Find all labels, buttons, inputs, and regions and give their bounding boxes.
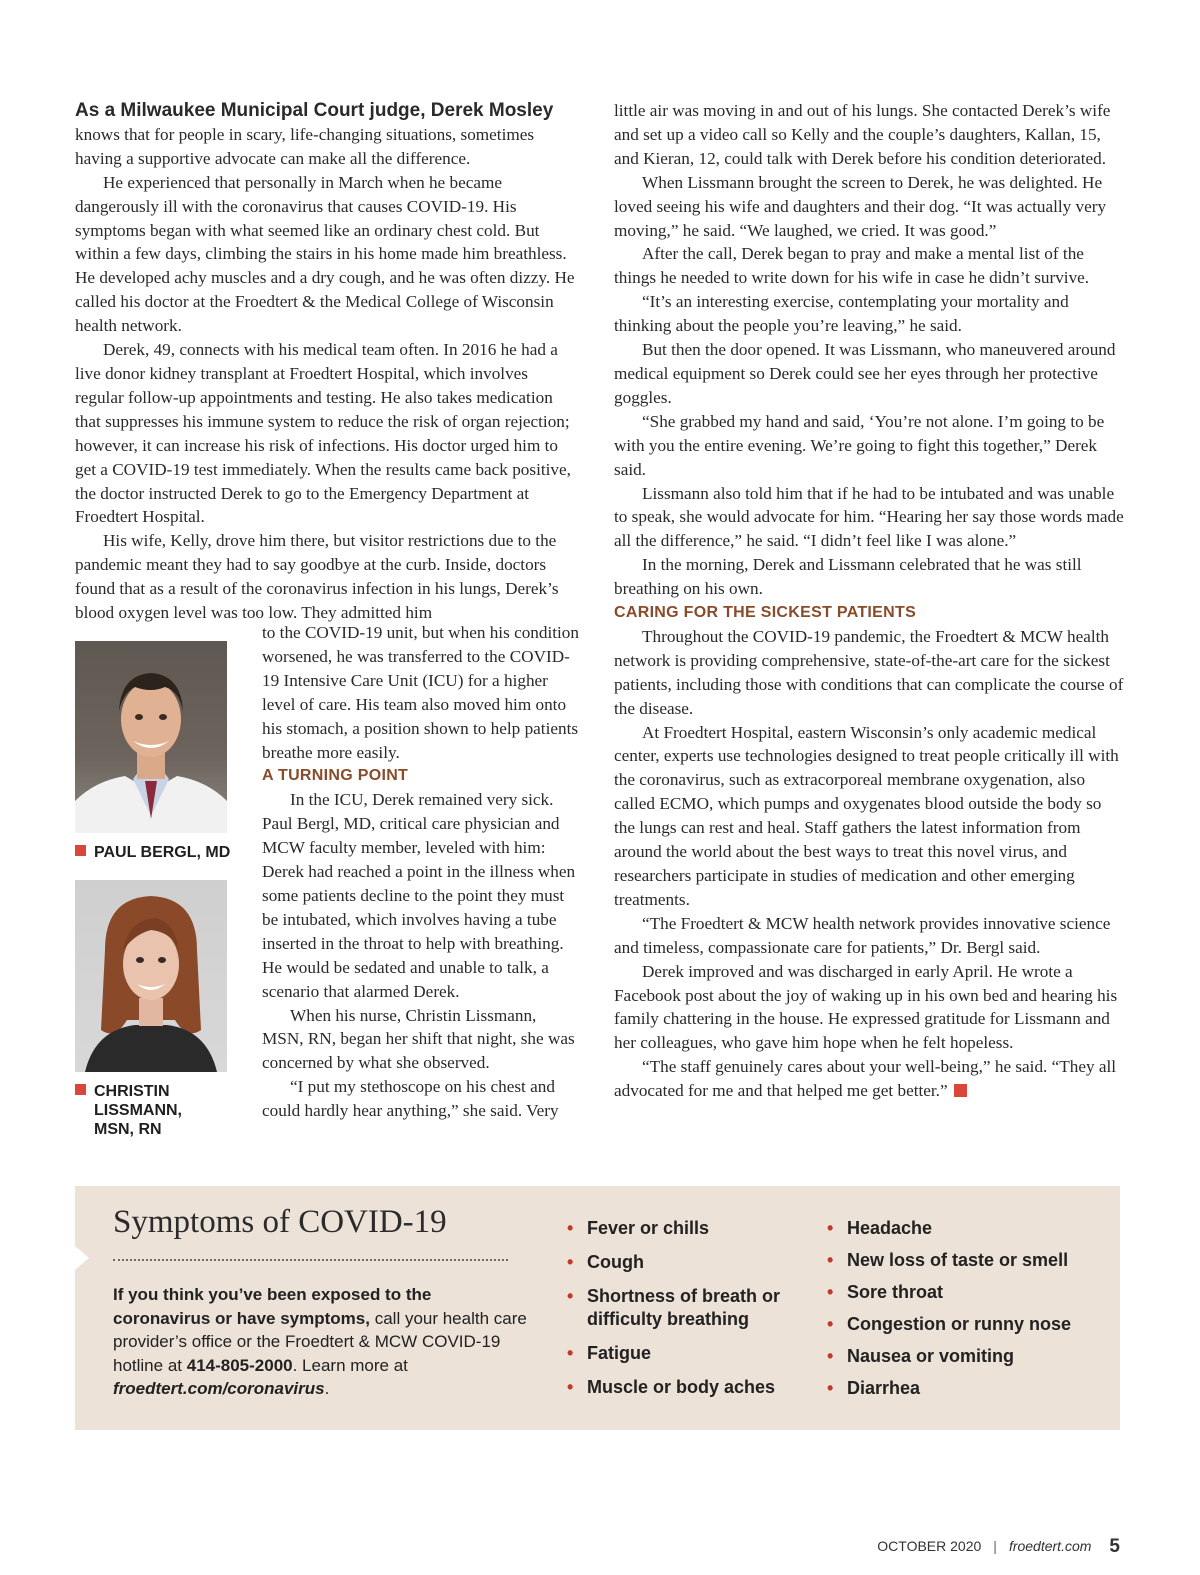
portrait-woman-icon [75,880,227,1072]
paragraph: Lissmann also told him that if he had to be intubated and was unable to speak, she would advocate for him. “Hearing her say those words made all the difference,” he said. “I didn’t feel like I was alone.” [614,483,1124,551]
caption-paul-bergl: PAUL BERGL, MD [75,843,230,862]
symptom-list-1 [567,1217,807,1399]
portrait-man-icon [75,641,227,833]
paragraph: When Lissmann brought the screen to Derek, he was delighted. He loved seeing his wife and daughters and their dog. “It was actually very moving,” he said. “We laughed, we cried. It was good.” [614,172,1107,240]
hotline-number: 414-805-2000 [186,1355,293,1375]
photo-paul-bergl [75,641,227,833]
paragraph: Derek, 49, connects with his medical team often. In 2016 he had a live donor kidney transplant at Froedtert Hospital, which involves regular follow-up appointments and testing. He also takes medication that suppresses his immune system to reduce the risk of organ rejection; however, it can increase his risk of infections. His doctor urged him to get a COVID-19 test immediately. When the results came back positive, the doctor instructed Derek to go to the Emergency Department at Froedtert Hospital. [75,340,571,527]
paragraph: He experienced that personally in March when he became dangerously ill with the coronavirus that causes COVID-19. His symptoms began with what seemed like an ordinary chest cold. But within a few days, climbing the stairs in his home made him breathless. He developed achy muscles and a dry cough, and he was often dizzy. He called his doctor at the Froedtert & the Medical College of Wisconsin health network. [75,172,575,336]
paragraph-final: “The staff genuinely cares about your well-being,” he said. “They all advocated for me and that helped me get better.” [614,1057,1117,1101]
end-square-icon [954,1084,967,1097]
list-item: • Headache [827,1217,1107,1240]
paragraph: But then the door opened. It was Lissmann, who maneuvered around medical equipment so Derek could see her eyes through her protective goggles. [614,340,1116,407]
paragraph: “She grabbed my hand and said, ‘You’re not alone. I’m going to be with you the entire evening. We’re going to fight this together,” Derek said. [614,411,1105,479]
list-item: • Fever or chills [567,1217,807,1240]
issue-date: OCTOBER 2020 [877,1538,982,1554]
list-item: • Cough [567,1251,807,1274]
paragraph: Derek improved and was discharged in early April. He wrote a Facebook post about the joy of waking up in his own bed and hearing his family chattering in the house. He expressed gratitude for Lissmann and her colleagues, who gave him hope when he felt hopeless. [614,961,1118,1053]
symptom-list-2 [827,1217,1107,1400]
caption-christin-lissmann: CHRISTIN LISSMANN, MSN, RN [75,1082,182,1139]
paragraph: to the COVID-19 unit, but when his condition worsened, he was transferred to the COVID-19 Intensive Care Unit (ICU) for a higher level of care. His team also moved him onto his stomach, a position shown to help patients breathe more easily. [262,623,579,762]
article-right-column [614,99,1124,1103]
list-item: • Shortness of breath or difficulty breathing [567,1285,807,1331]
lead-bold: As a Milwaukee Municipal Court judge, Derek Mosley [75,100,554,121]
paragraph: In the morning, Derek and Lissmann celebrated that he was still breathing on his own. [614,555,1082,599]
footer-site[interactable]: froedtert.com [1008,1538,1092,1554]
article-left-column [75,99,580,625]
sidebar-divider [113,1259,508,1261]
lead-rest: knows that for people in scary, life-changing situations, sometimes having a supportive advocate can make all the difference. [75,124,535,168]
page-number: 5 [1109,1536,1120,1557]
paragraph: At Froedtert Hospital, eastern Wisconsin’s only academic medical center, experts use technologies designed to treat people critically ill with the coronavirus, such as extracorporeal membrane oxygenation, also called ECMO, which pumps and oxygenates blood outside the body so the lungs can rest and heal. Staff gathers the latest information from around the world about the best ways to treat this novel virus, and researchers participate in studies of medication and other emerging treatments. [614,722,1119,909]
paragraph: little air was moving in and out of his lungs. She contacted Derek’s wife and set up a video call so Kelly and the couple’s daughters, Kallan, 15, and Kieran, 12, could talk with Derek before his condition deteriorated. [614,101,1111,168]
article-left-lower-column [262,621,582,1123]
list-item: • Nausea or vomiting [827,1345,1107,1368]
page-footer [877,1536,1120,1558]
paragraph: “The Froedtert & MCW health network provides innovative science and timeless, compassionate care for patients,” Dr. Bergl said. [614,913,1111,957]
lead-paragraph [75,99,580,171]
list-item: • New loss of taste or smell [827,1249,1107,1272]
footer-separator: | [993,1538,997,1554]
list-item: • Diarrhea [827,1377,1107,1400]
paragraph: “It’s an interesting exercise, contemplating your mortality and thinking about the people you’re leaving,” he said. [614,292,1069,336]
list-item: • Fatigue [567,1342,807,1365]
list-item: • Muscle or body aches [567,1376,807,1399]
sidebar-notch [75,1246,89,1270]
subhead-caring: CARING FOR THE SICKEST PATIENTS [614,604,917,622]
photo-christin-lissmann [75,880,227,1072]
sidebar-title: Symptoms of COVID-19 [113,1204,447,1240]
sidebar-link[interactable]: froedtert.com/coronavirus [113,1379,325,1399]
list-item: • Congestion or runny nose [827,1313,1107,1336]
caption-square-icon [75,1084,86,1095]
caption-square-icon [75,845,86,856]
list-item: • Sore throat [827,1281,1107,1304]
paragraph: When his nurse, Christin Lissmann, MSN, RN, began her shift that night, she was concerned by what she observed. [262,1005,575,1073]
paragraph: “I put my stethoscope on his chest and could hardly hear anything,” she said. Very [262,1077,559,1121]
paragraph: His wife, Kelly, drove him there, but visitor restrictions due to the pandemic meant they had to say goodbye at the curb. Inside, doctors found that as a result of the coronavirus infection in his lungs, Derek’s blood oxygen level was too low. They admitted him [75,531,559,623]
subhead-turning-point: A TURNING POINT [262,767,409,785]
sidebar-text: If you think you’ve been exposed to the coronavirus or have symptoms, call your health care provider’s office or the Froedtert & MCW COVID-19 hotline at 414-805-2000. Learn more at froedtert.com/coronavirus. [113,1285,527,1399]
paragraph: After the call, Derek began to pray and make a mental list of the things he needed to write down for his wife in case he didn’t survive. [614,244,1090,288]
paragraph: Throughout the COVID-19 pandemic, the Froedtert & MCW health network is providing comprehensive, state-of-the-art care for the sickest patients, including those with conditions that can complicate the course of the disease. [614,626,1124,718]
paragraph: In the ICU, Derek remained very sick. Paul Bergl, MD, critical care physician and MCW faculty member, leveled with him: Derek had reached a point in the illness when some patients decline to the point they must be intubated, which involves having a tube inserted in the throat to help with breathing. He would be sedated and unable to talk, a scenario that alarmed Derek. [262,790,576,1001]
